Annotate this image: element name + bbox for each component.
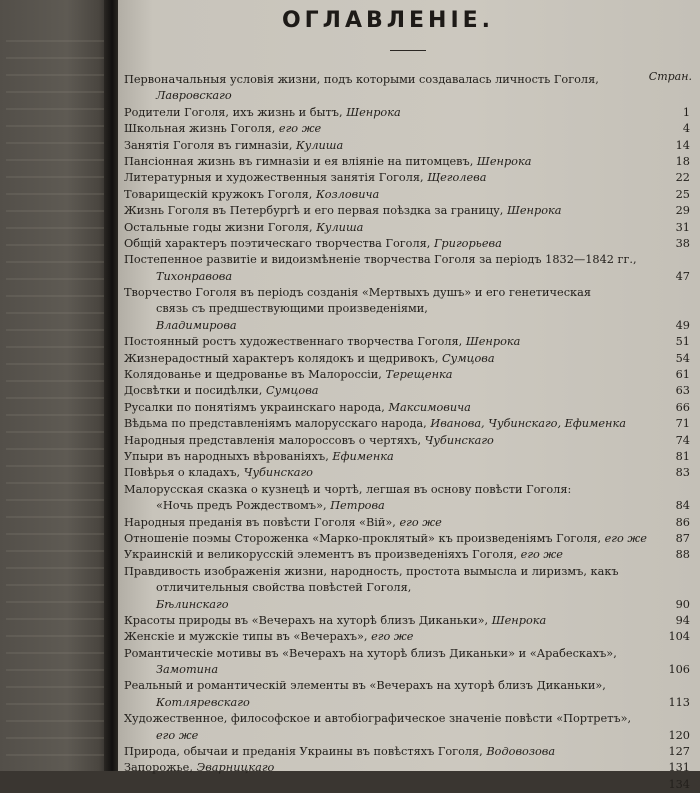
entry-author: Шенрока [346,105,401,119]
entry-page-number [666,88,690,104]
page-title: ОГЛАВЛЕНIЕ. [281,8,495,33]
entry-title: Постепенное развитiе и видоизмѣненiе творчества Гоголя за перiодъ 1832—1842 гг., [124,253,637,267]
entry-title-line [124,138,664,154]
entry-title-line [124,465,664,481]
entry-page-number: 18 [675,154,690,168]
entry-author-line [124,269,664,285]
entry-author-line [124,662,664,678]
entry-page-number: 66 [675,400,690,414]
bleed-through-line [6,499,104,501]
bleed-through-line [6,261,104,263]
entry-page-number: 14 [675,138,690,152]
entry-page-number: 86 [675,515,690,529]
entry-author: Шенрока [506,204,562,218]
entry-page-number: 88 [675,548,690,562]
bleed-through-line [6,210,104,212]
entry-author: Владимирова [156,318,237,332]
entry-page-number: 63 [675,384,690,398]
entry-title-line [124,367,664,383]
toc-entry [124,285,690,334]
entry-author: Сумцова [442,351,495,365]
entry-title-line [124,744,664,760]
bleed-through-line [6,703,104,705]
toc-entry [124,465,690,481]
entry-author: Максимовича [388,400,471,414]
entry-title: Школьная жизнь Гоголя, [124,122,276,136]
entry-title: Народныя представленiя малороссовъ о чертяхъ, [124,433,422,447]
entry-author: Чубинскаго [424,433,494,447]
bleed-through-line [6,533,104,535]
bleed-through-line [6,618,104,620]
entry-page-number: 83 [675,466,690,480]
entry-title-line [124,187,664,203]
bleed-through-line [6,312,104,314]
entry-title-line [124,334,664,350]
entry-author: Бѣлинскаго [156,597,229,611]
bleed-through-line [6,635,104,637]
bleed-through-line [6,737,104,739]
entry-author-line [124,728,664,744]
entry-author: Терещенка [385,368,453,382]
entry-title: Упыри въ народныхъ вѣрованiяхъ, [124,449,329,463]
entry-page-number: 94 [675,613,690,627]
toc-entry [124,187,690,203]
bleed-through-line [6,465,104,467]
bleed-through-line [6,397,104,399]
entry-title-line [124,203,664,219]
bleed-through-line [6,720,104,722]
entry-title-line [124,760,664,776]
entry-page-number: 29 [675,204,690,218]
entry-title: Народныя преданiя въ повѣсти Гоголя «Вiй», [124,515,396,529]
entry-title: Пансiонная жизнь въ гимназiи и ея влiянiе на питомцевъ, [124,154,474,168]
entry-title: Жизнерадостный характеръ колядокъ и щедривокъ, [124,351,439,365]
bleed-through-line [6,329,104,331]
entry-author: Замотина [156,663,219,677]
entry-title-line [124,629,664,645]
toc-entry [124,515,690,531]
entry-title-line [124,351,664,367]
bleed-through-line [6,91,104,93]
bleed-through-line [6,516,104,518]
entry-title: связь съ предшествующими произведенiями, [156,302,428,316]
bleed-through-line [6,74,104,76]
entry-title-line [124,515,664,531]
entry-title: Романтическiе мотивы въ «Вечерахъ на хуторѣ близъ Диканьки» и «Арабескахъ», [124,646,617,660]
entry-title-line [124,482,664,498]
bleed-through-line [6,431,104,433]
entry-page-number: 22 [675,171,690,185]
entry-page-number: 47 [675,269,690,283]
bleed-through-line [6,686,104,688]
entry-author: Щеголева [427,171,487,185]
entry-author: его же [520,548,563,562]
entry-author: Лавровскаго [156,89,232,103]
toc-entry [124,367,690,383]
entry-title: Постоянный ростъ художественнаго творчества Гоголя, [124,335,463,349]
entry-title: Реальный и романтическiй элементы въ «Вечерахъ на хуторѣ близъ Диканьки», [124,679,606,693]
entry-title-line [124,613,664,629]
entry-title: Занятiя Гоголя въ гимназiи, [124,138,293,152]
entry-author: Сумцова [265,384,319,398]
bleed-through-line [6,550,104,552]
entry-title: «Ночь предъ Рождествомъ», [156,499,327,513]
entry-page-number: 84 [675,499,690,513]
bleed-through-line [6,601,104,603]
bleed-through-line [6,227,104,229]
entry-page-number: 81 [675,449,690,463]
entry-title: Художественное, философское и автобiографическое значенiе повѣсти «Портретъ», [124,712,632,726]
entry-title: Русалки по понятiямъ украинскаго народа, [124,400,385,414]
toc-entry [124,105,690,121]
entry-page-number: 31 [675,220,690,234]
entry-title: Родители Гоголя, ихъ жизнь и бытъ, [124,105,343,119]
toc-entry [124,760,690,776]
page-column-label: Стран. [648,70,692,83]
entry-page-number: 25 [675,187,690,201]
bleed-through-line [6,125,104,127]
entry-title: Украинскiй и великорусскiй элементъ въ произведенiяхъ Гоголя, [124,548,518,562]
entry-page-number: 131 [668,761,690,775]
entry-author: Иванова, Чубинскаго, Ефименка [430,417,626,431]
toc-entry [124,400,690,416]
entry-page-number: 51 [675,335,690,349]
entry-title: Красоты природы въ «Вечерахъ на хуторѣ близъ Диканьки», [124,613,489,627]
bleed-through-line [6,295,104,297]
toc-entry [124,203,690,219]
entry-title-line [124,236,664,252]
entry-author: Ефименка [332,449,394,463]
entry-title-line [124,564,664,580]
entry-title: Повѣрья о кладахъ, [124,466,241,480]
entry-title: Колядованье и щедрованье въ Малороссiи, [124,368,382,382]
toc-entry [124,252,690,285]
bleed-through-line [6,482,104,484]
entry-page-number: 54 [675,351,690,365]
entry-title-line [124,285,664,301]
entry-page-number: 38 [675,236,690,250]
book-page [118,0,700,791]
entry-title-line [124,383,664,399]
entry-title-line [124,433,664,449]
entry-title: Литературныя и художественныя занятiя Гоголя, [124,171,424,185]
toc-entry [124,531,690,547]
entry-title: Природа, обычаи и преданiя Украины въ повѣстяхъ Гоголя, [124,745,483,759]
bleed-through-line [6,652,104,654]
entry-page-number: 106 [668,663,690,677]
entry-author: его же [156,728,199,742]
entry-title: Правдивость изображенiя жизни, народность, простота вымысла и лиризмъ, какъ [124,564,619,578]
entry-author: Петрова [330,499,385,513]
entry-author: его же [399,515,442,529]
entry-page-number: 74 [675,433,690,447]
entry-author: его же [604,531,647,545]
entry-title-line [124,498,664,514]
bleed-through-line [6,754,104,756]
table-of-contents [124,72,690,793]
bleed-through-line [6,414,104,416]
entry-author: его же [278,122,322,136]
entry-author: Котляревскаго [156,695,250,709]
entry-page-number: 87 [675,531,690,545]
entry-title-line [124,711,664,727]
entry-title: Остальные годы жизни Гоголя, [124,220,313,234]
toc-entry [124,646,690,679]
entry-title: Вѣдьма по представленiямъ малорусскаго народа, [124,417,427,431]
toc-entry [124,220,690,236]
entry-title: Товарищескiй кружокъ Гоголя, [124,187,313,201]
entry-title: Общiй характеръ поэтическаго творчества Гоголя, [124,236,431,250]
title-divider [390,50,426,51]
toc-entry [124,383,690,399]
entry-page-number: 71 [675,417,690,431]
toc-entry [124,629,690,645]
bleed-through-line [6,584,104,586]
entry-page-number: 104 [668,630,690,644]
toc-entry [124,72,690,105]
entry-title: Женскiе и мужскiе типы въ «Вечерахъ», [124,630,368,644]
entry-title-line [124,121,664,137]
bleed-through-line [6,669,104,671]
bleed-through-line [6,108,104,110]
entry-title-line [124,449,664,465]
entry-title: Отношенiе поэмы Стороженка «Марко-проклятый» къ произведенiямъ Гоголя, [124,531,602,545]
bleed-through-line [6,40,104,42]
toc-entry [124,334,690,350]
bleed-through-line [6,346,104,348]
bleed-through-line [6,159,104,161]
toc-entry [124,416,690,432]
entry-title-line [124,547,664,563]
toc-entry [124,351,690,367]
entry-title: Малорусская сказка о кузнецѣ и чортѣ, легшая въ основу повѣсти Гоголя: [124,482,572,496]
entry-title: Запорожье, [124,761,193,775]
left-page-edge [0,0,112,771]
toc-entry [124,482,690,515]
toc-entry [124,154,690,170]
entry-title: Жизнь Гоголя въ Петербургѣ и его первая поѣздка за границу, [124,204,504,218]
entry-author: Шенрока [476,154,532,168]
entry-title: Творчество Гоголя въ перiодъ созданiя «Мертвыхъ душъ» и его генетическая [124,286,591,300]
entry-page-number: 120 [668,728,690,742]
entry-title-line [124,416,664,432]
entry-title-line [124,580,664,596]
entry-author: Эварницкаго [196,761,275,775]
toc-entry [124,121,690,137]
entry-author: его же [371,630,414,644]
toc-entry [124,744,690,760]
toc-entry [124,613,690,629]
entry-title-line [124,170,664,186]
entry-author: Григорьева [433,236,502,250]
entry-title-line [124,301,664,317]
entry-page-number: 90 [675,597,690,611]
toc-entry [124,547,690,563]
entry-title: Первоначальныя условiя жизни, подъ которыми создавалась личность Гоголя, [124,73,599,86]
bleed-through-line [6,57,104,59]
bleed-through-line [6,193,104,195]
entry-title: Досвѣтки и посидѣлки, [124,384,263,398]
toc-entry [124,236,690,252]
entry-title-line [124,678,664,694]
entry-title-line [124,220,664,236]
bleed-through-line [6,380,104,382]
toc-entry [124,711,690,744]
entry-author: Шенрока [491,613,547,627]
entry-title-line [124,154,664,170]
entry-page-number: 134 [668,777,690,791]
entry-author: Козловича [315,187,380,201]
bleed-through-line [6,363,104,365]
entry-title-line [124,72,664,88]
bleed-through-line [6,567,104,569]
bleed-through-line [6,448,104,450]
toc-entry [124,138,690,154]
entry-title-line [124,400,664,416]
entry-author: Тихонравова [156,269,233,283]
entry-title-line [124,252,664,268]
entry-author-line [124,318,664,334]
entry-blank-line [124,777,664,793]
entry-author: Кулиша [296,138,344,152]
entry-page-number: 49 [675,318,690,332]
toc-entry [124,678,690,711]
entry-page-number: 113 [668,695,690,709]
entry-author: Чубинскаго [243,466,313,480]
entry-title: отличительныя свойства повѣстей Гоголя, [156,581,412,595]
bleed-through-line [6,244,104,246]
toc-entry [124,449,690,465]
toc-entry [124,170,690,186]
bleed-through-line [6,176,104,178]
entry-page-number: 1 [682,105,690,119]
entry-author-line [124,88,664,104]
entry-page-number: 4 [682,122,690,136]
toc-entry [124,564,690,613]
bleed-through-line [6,278,104,280]
entry-author-line [124,597,664,613]
entry-author: Кулиша [316,220,364,234]
entry-title-line [124,531,664,547]
entry-author-line [124,695,664,711]
entry-page-number: 61 [675,368,690,382]
toc-entry [124,777,690,793]
entry-title-line [124,105,664,121]
toc-entry [124,433,690,449]
bleed-through-line [6,142,104,144]
entry-author: Шенрока [465,335,521,349]
entry-page-number: 127 [668,745,690,759]
entry-author: Водовозова [486,745,556,759]
entry-title-line [124,646,664,662]
